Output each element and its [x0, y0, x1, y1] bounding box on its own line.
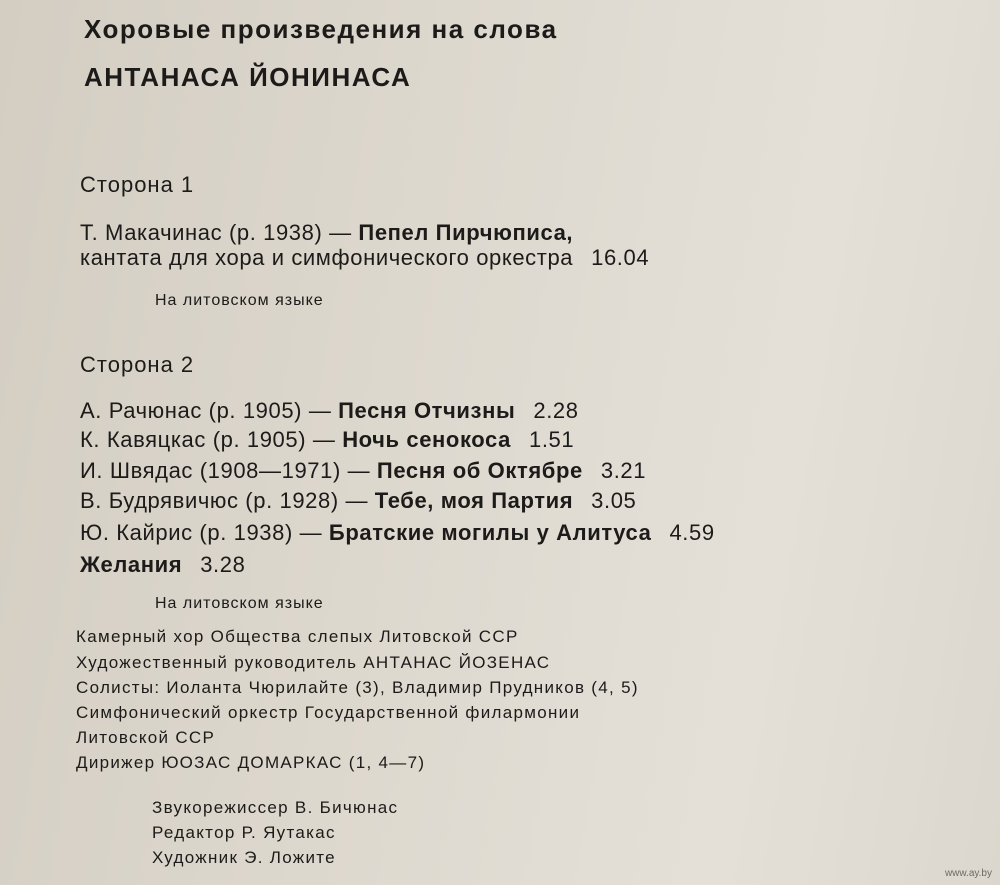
staff-line: Звукорежиссер В. Бичюнас	[152, 798, 399, 817]
performer-line: Литовской ССР	[76, 728, 216, 747]
side-1-track-duration: 16.04	[591, 245, 650, 270]
side-1-track-title: Пепел Пирчюписа,	[358, 220, 574, 245]
track-composer: В. Будрявичюс (р. 1928) —	[80, 488, 375, 513]
side-1-language: На литовском языке	[155, 292, 324, 309]
track-duration: 3.21	[600, 458, 647, 483]
track-duration: 1.51	[528, 427, 575, 452]
performer-line: Солисты: Иоланта Чюрилайте (3), Владимир Прудников (4, 5)	[76, 678, 639, 697]
staff-line: Художник Э. Ложите	[152, 848, 336, 867]
track-duration: 4.59	[669, 520, 715, 545]
performer-line: Дирижер ЮОЗАС ДОМАРКАС (1, 4—7)	[76, 753, 426, 772]
side-1-label: Сторона 1	[80, 172, 195, 197]
side-1-track-composer: Т. Макачинас (р. 1938) —	[80, 220, 359, 245]
track-row	[80, 520, 715, 546]
track-row	[80, 488, 636, 514]
side-1-track-subtitle: кантата для хора и симфонического оркестра	[80, 245, 574, 270]
track-duration: 2.28	[533, 398, 579, 423]
performer-line: Симфонический оркестр Государственной филармонии	[76, 703, 581, 722]
track-title: Ночь сенокоса	[342, 427, 511, 452]
track-row	[80, 398, 579, 424]
track-row	[80, 427, 574, 453]
track-title: Желания	[80, 552, 183, 577]
track-composer: И. Швядас (1908—1971) —	[80, 458, 377, 483]
side-2-label: Сторона 2	[80, 352, 195, 377]
track-duration: 3.28	[200, 552, 246, 577]
track-row	[80, 458, 646, 484]
side-1-track-line-2	[80, 245, 649, 271]
staff-line: Редактор Р. Яутакас	[152, 823, 336, 842]
track-row	[80, 552, 245, 578]
track-title: Песня об Октябре	[376, 458, 583, 483]
performer-line: Камерный хор Общества слепых Литовской ССР	[76, 627, 519, 646]
side-1-track-line-1	[80, 220, 573, 246]
track-title: Тебе, моя Партия	[374, 488, 574, 513]
performer-line: Художественный руководитель АНТАНАС ЙОЗЕНАС	[76, 653, 551, 672]
track-composer: Ю. Кайрис (р. 1938) —	[80, 520, 329, 545]
track-title: Братские могилы у Алитуса	[328, 520, 652, 545]
watermark: www.ay.by	[944, 868, 992, 879]
title-line-2: АНТАНАСА ЙОНИНАСА	[84, 62, 412, 92]
track-title: Песня Отчизны	[338, 398, 516, 423]
title-line-1: Хоровые произведения на слова	[84, 14, 558, 44]
track-composer: К. Кавяцкас (р. 1905) —	[80, 427, 343, 452]
track-duration: 3.05	[591, 488, 637, 513]
side-2-language: На литовском языке	[155, 595, 324, 612]
track-composer: А. Рачюнас (р. 1905) —	[80, 398, 339, 423]
